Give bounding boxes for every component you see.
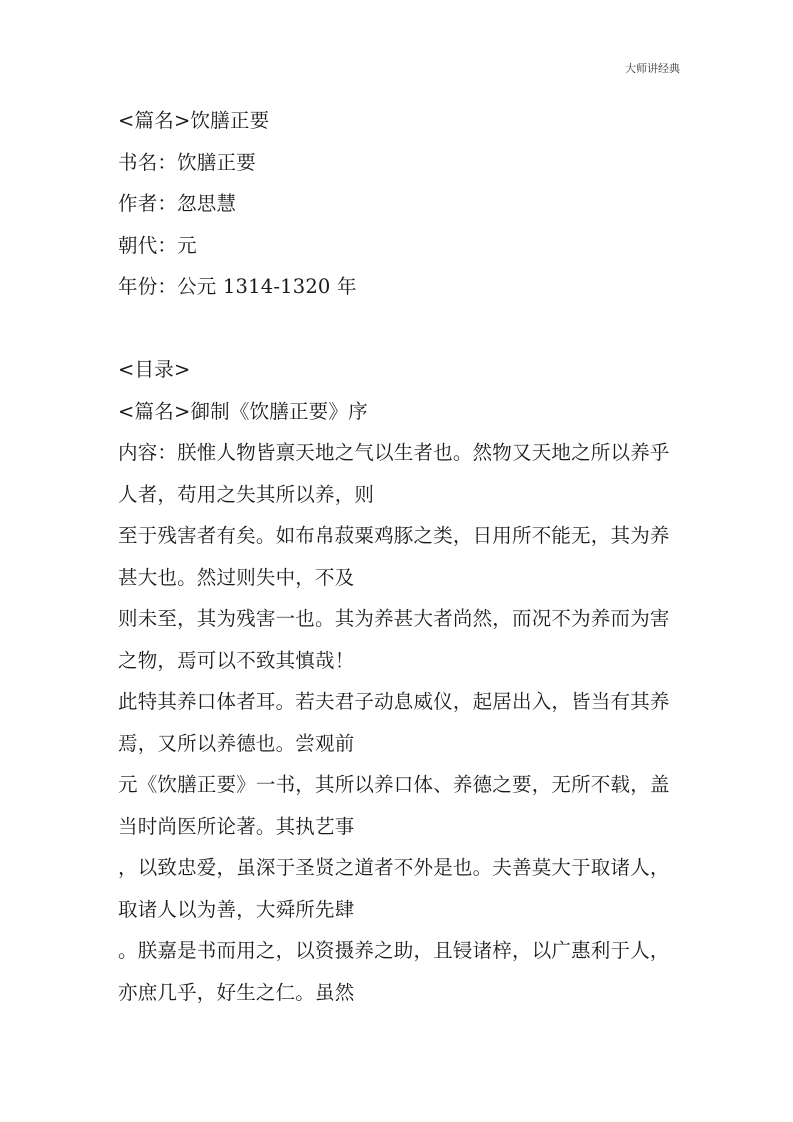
body-line: 之物，焉可以不致其慎哉！ (118, 648, 355, 672)
body-line: 。朕嘉是书而用之，以资摄养之助，且锓诸梓，以广惠利于人， (118, 939, 670, 962)
body-line: 焉，又所以养德也。尝观前 (118, 731, 355, 755)
body-line: 人者，苟用之失其所以养，则 (118, 482, 375, 506)
body-line: 元《饮膳正要》一书，其所以养口体、养德之要，无所不载，盖 (118, 773, 670, 796)
body-line: 当时尚医所论著。其执艺事 (118, 814, 355, 838)
body-line: ，以致忠爱，虽深于圣贤之道者不外是也。夫善莫大于取诸人， (118, 856, 670, 879)
year: 年份：公元 1314-1320 年 (118, 275, 357, 298)
body-line: 至于残害者有矣。如布帛菽粟鸡豚之类，日用所不能无，其为养 (118, 524, 670, 547)
book-name: 书名：饮膳正要 (118, 150, 256, 174)
body-line: 内容：朕惟人物皆禀天地之气以生者也。然物又天地之所以养乎 (118, 441, 670, 464)
document-body (118, 100, 678, 1013)
body-line: 则未至，其为残害一也。其为养甚大者尚然，而况不为养而为害 (118, 607, 670, 630)
body-line: 取诸人以为善，大舜所先肆 (118, 897, 355, 921)
body-line: 此特其养口体者耳。若夫君子动息威仪，起居出入，皆当有其养 (118, 690, 670, 713)
dynasty: 朝代：元 (118, 233, 197, 257)
title-line: <篇名>饮膳正要 (118, 109, 270, 132)
body-line: 亦庶几乎，好生之仁。虽然 (118, 980, 355, 1004)
blank-line (118, 308, 678, 350)
body-line: 甚大也。然过则失中，不及 (118, 565, 355, 589)
chapter-title: <篇名>御制《饮膳正要》序 (118, 399, 368, 423)
page-header: 大师讲经典 (625, 62, 680, 75)
toc-label: <目录> (118, 358, 191, 381)
author: 作者：忽思慧 (118, 192, 237, 215)
